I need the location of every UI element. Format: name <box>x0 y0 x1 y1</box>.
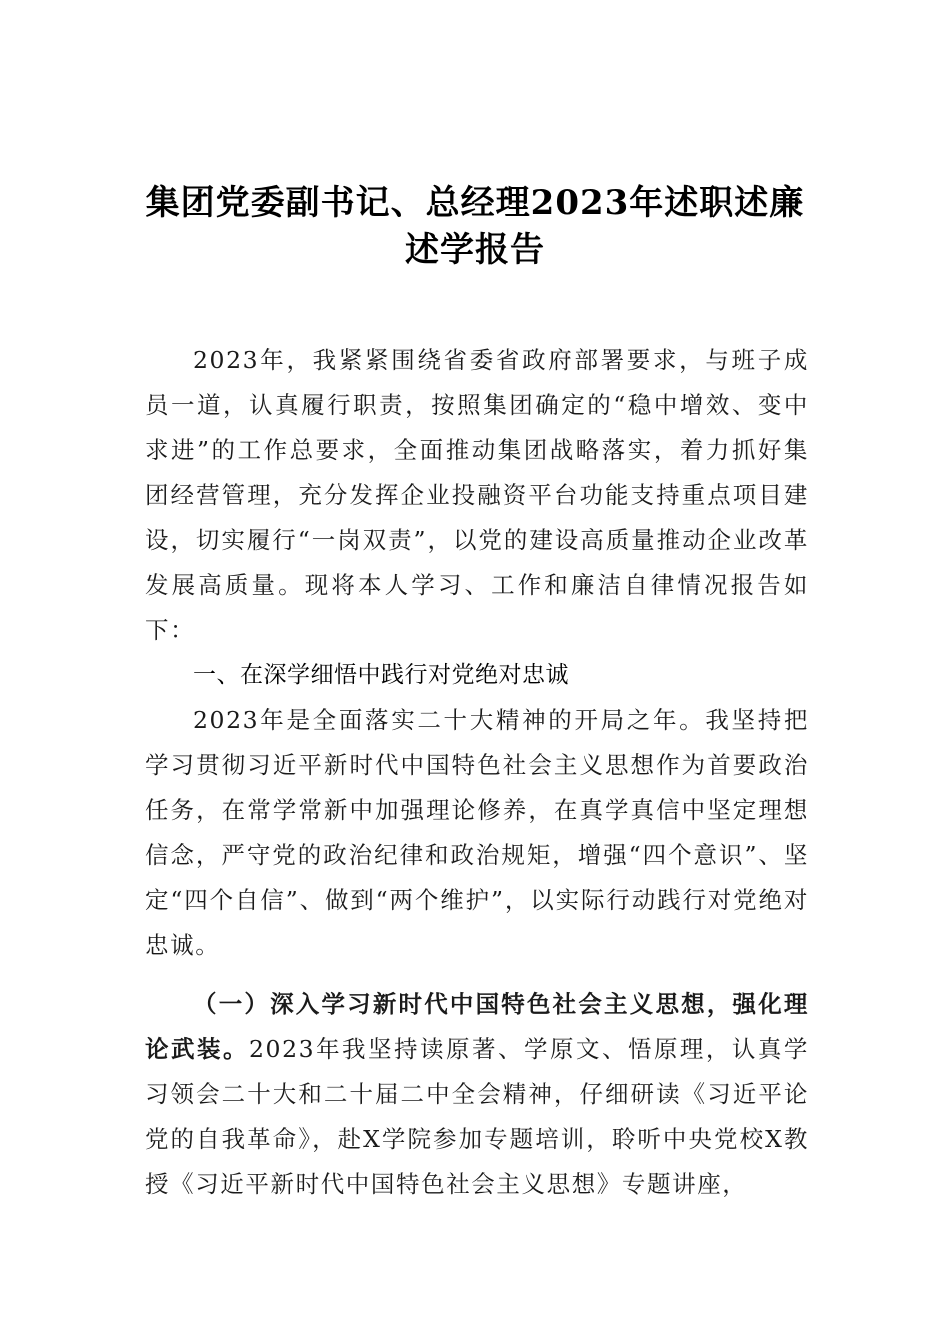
document-title-line-2: 述学报告 <box>405 230 545 270</box>
intro-paragraph: 2023年，我紧紧围绕省委省政府部署要求，与班子成员一道，认真履行职责，按照集团确定的“稳中增效、变中求进”的工作总要求，全面推动集团战略落实，着力抓好集团经营管理，充分发挥企业投融资平台功能支持重点项目建设，切实履行“一岗双责”，以党的建设高质量推动企业改革发展高质量。现将本人学习、工作和廉洁自律情况报告如下： <box>145 346 809 644</box>
section-1-paragraph: 2023年是全面落实二十大精神的开局之年。我坚持把学习贯彻习近平新时代中国特色社会主义思想作为首要政治任务，在常学常新中加强理论修养，在真学真信中坚定理想信念，严守党的政治纪律和政治规矩，增强“四个意识”、坚定“四个自信”、做到“两个维护”，以实际行动践行对党绝对忠诚。 <box>145 706 809 959</box>
subsection-1-lead: （一）深入学习新时代中国特色社会主义思想，强化理论武装。 <box>145 990 809 1063</box>
subsection-1-body: 2023年我坚持读原著、学原文、悟原理，认真学习领会二十大和二十届二中全会精神，仔细研读《习近平论党的自我革命》，赴X学院参加专题培训，聆听中央党校X教授《习近平新时代中国特色社会主义思想》专题讲座， <box>145 1035 809 1198</box>
document-body <box>145 338 809 1207</box>
subsection-1-paragraph <box>145 982 809 1207</box>
paragraph-spacer <box>145 968 809 982</box>
section-1-heading: 一、在深学细悟中践行对党绝对忠诚 <box>193 662 569 688</box>
document-title-line-1: 集团党委副书记、总经理2023年述职述廉 <box>145 183 805 223</box>
